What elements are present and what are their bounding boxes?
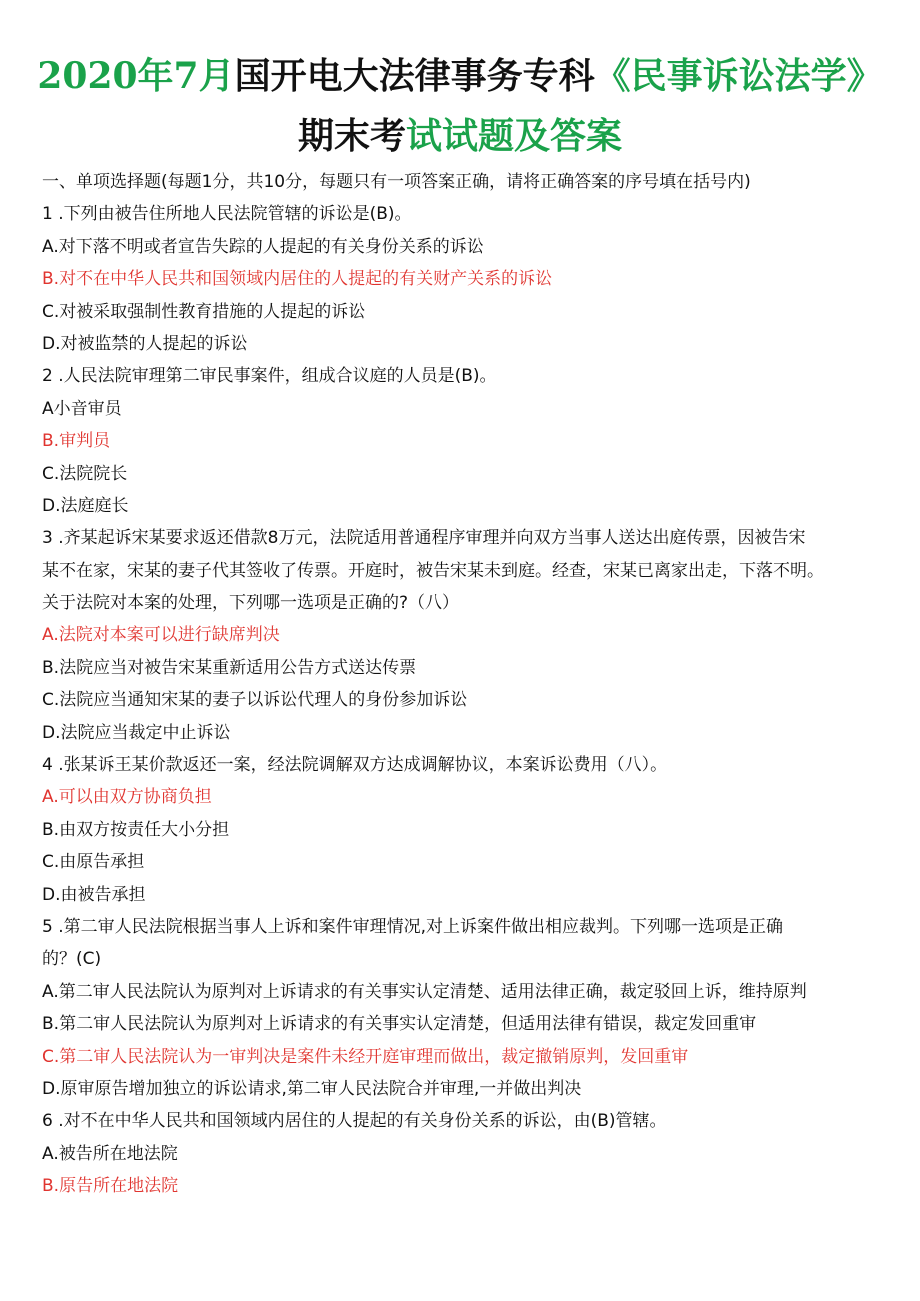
text-line: 某不在家，宋某的妻子代其签收了传票。开庭时，被告宋某未到庭。经查，宋某已离家出走，下落不明。 — [42, 560, 824, 581]
correct-answer-line: B.对不在中华人民共和国领域内居住的人提起的有关财产关系的诉讼 — [42, 269, 553, 290]
text-line: 2 .人民法院审理第二审民事案件，组成合议庭的人员是(B)。 — [42, 366, 497, 387]
text-line: D.法庭庭长 — [42, 495, 129, 516]
text-line: A小音审员 — [42, 398, 122, 419]
text-line: 4 .张某诉王某价款返还一案，经法院调解双方达成调解协议，本案诉讼费用（八）。 — [42, 755, 668, 776]
title-exam-label: 期末考 — [297, 115, 406, 157]
title-course-name: 《民事诉讼法学》 — [594, 55, 883, 97]
question-list — [42, 166, 902, 1203]
text-line: B.第二审人民法院认为原判对上诉请求的有关事实认定清楚，但适用法律有错误，裁定发回重审 — [42, 1014, 757, 1035]
title-date: 2020年7月 — [37, 55, 235, 97]
text-line: 5 .第二审人民法院根据当事人上诉和案件审理情况,对上诉案件做出相应裁判。下列哪一选项是正确 — [42, 916, 784, 937]
text-line: C.法院应当通知宋某的妻子以诉讼代理人的身份参加诉讼 — [42, 690, 468, 711]
text-line: 的？(C) — [42, 949, 102, 970]
correct-answer-line: C.第二审人民法院认为一审判决是案件未经开庭审理而做出，裁定撤销原判，发回重审 — [42, 1046, 689, 1067]
text-line: D.对被监禁的人提起的诉讼 — [42, 333, 248, 354]
text-line: 6 .对不在中华人民共和国领域内居住的人提起的有关身份关系的诉讼，由(B)管辖。 — [42, 1111, 667, 1132]
text-line: B.法院应当对被告宋某重新适用公告方式送达传票 — [42, 657, 417, 678]
text-line: C.对被采取强制性教育措施的人提起的诉讼 — [42, 301, 366, 322]
correct-answer-line: B.原告所在地法院 — [42, 1176, 179, 1197]
text-line: 1 .下列由被告住所地人民法院管辖的诉讼是(B)。 — [42, 204, 412, 225]
correct-answer-line: B.审判员 — [42, 431, 111, 452]
text-line: A.被告所在地法院 — [42, 1143, 178, 1164]
text-line: C.由原告承担 — [42, 852, 145, 873]
text-line: D.原审原告增加独立的诉讼请求,第二审人民法院合并审理,一并做出判决 — [42, 1078, 582, 1099]
title-exam-answers: 试试题及答案 — [406, 115, 623, 157]
correct-answer-line: A.可以由双方协商负担 — [42, 787, 212, 808]
title-course-info: 国开电大法律事务专科 — [234, 55, 595, 97]
document-title-line-2 — [0, 114, 920, 158]
text-line: 一、单项选择题(每题1分，共10分，每题只有一项答案正确，请将正确答案的序号填在括号内) — [42, 172, 751, 192]
document-title-line-1 — [0, 54, 920, 98]
text-line: A.对下落不明或者宣告失踪的人提起的有关身份关系的诉讼 — [42, 236, 484, 257]
text-line: 3 .齐某起诉宋某要求返还借款8万元，法院适用普通程序审理并向双方当事人送达出庭传票，因被告宋 — [42, 528, 806, 549]
text-line: C.法院院长 — [42, 463, 128, 484]
text-line: 关于法院对本案的处理，下列哪一选项是正确的?（八） — [42, 593, 460, 614]
text-line: D.法院应当裁定中止诉讼 — [42, 722, 231, 743]
text-line: B.由双方按责任大小分担 — [42, 819, 230, 840]
text-line: A.第二审人民法院认为原判对上诉请求的有关事实认定清楚、适用法律正确，裁定驳回上诉，维持原判 — [42, 981, 807, 1002]
correct-answer-line: A.法院对本案可以进行缺席判决 — [42, 625, 280, 646]
text-line: D.由被告承担 — [42, 884, 146, 905]
